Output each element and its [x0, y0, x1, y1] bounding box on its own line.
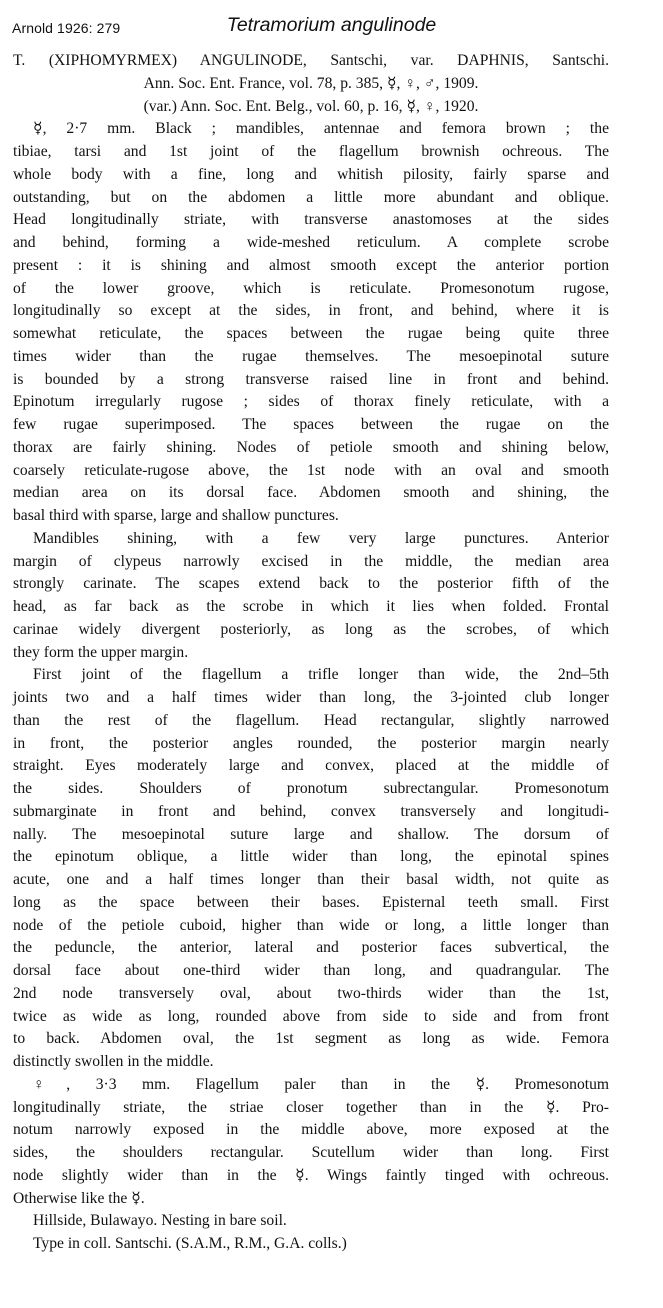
text-line: median area on its dorsal face. Abdomen smooth and shining, the: [13, 484, 609, 502]
paragraph: [13, 664, 609, 1074]
text-line: times wider than the rugae themselves. The mesoepinotal suture: [13, 347, 609, 365]
text-line: longitudinally so except at the sides, in front, and behind, where it is: [13, 302, 609, 320]
text-line: node slightly wider than in the ☿. Wings faintly tinged with ochreous.: [13, 1166, 609, 1184]
text-line: the peduncle, the anterior, lateral and posterior faces subvertical, the: [13, 939, 609, 957]
text-line: sides, the shoulders rectangular. Scutellum wider than long. First: [13, 1144, 609, 1161]
text-line: present : it is shining and almost smooth except the anterior portion: [13, 256, 609, 274]
citation-original: Ann. Soc. Ent. France, vol. 78, p. 385, ☿, ♀, ♂, 1909.: [143, 74, 479, 92]
text-line: the sides. Shoulders of pronotum subrectangular. Promesonotum: [13, 780, 609, 797]
text-line: Head longitudinally striate, with transverse anastomoses at the sides: [13, 211, 609, 229]
text-line: margin of clypeus narrowly excised in the middle, the median area: [13, 552, 609, 570]
text-line: distinctly swollen in the middle.: [13, 1053, 214, 1070]
document-body: [13, 50, 609, 1256]
text-line: is bounded by a strong transverse raised line in front and behind.: [13, 370, 609, 388]
text-line: tibiae, tarsi and 1st joint of the flagellum brownish ochreous. The: [13, 143, 609, 160]
text-line: notum narrowly exposed in the middle above, more exposed at the: [13, 1121, 609, 1139]
citation-variety: (var.) Ann. Soc. Ent. Belg., vol. 60, p. 16, ☿, ♀, 1920.: [143, 97, 479, 115]
text-line: somewhat reticulate, the spaces between the rugae being quite three: [13, 325, 609, 342]
text-line: Otherwise like the ☿.: [13, 1189, 145, 1207]
taxon-heading: T. (XIPHOMYRMEX) ANGULINODE, Santschi, var. DAPHNIS, Santschi.: [13, 52, 609, 69]
text-line: and behind, forming a wide-meshed reticulum. A complete scrobe: [13, 234, 609, 251]
text-line: carinae widely divergent posteriorly, as long as the scrobes, of which: [13, 620, 609, 638]
text-line: the epinotum oblique, a little wider than long, the epinotal spines: [13, 848, 609, 866]
running-title: Tetramorium angulinode: [226, 14, 437, 36]
text-line: strongly carinate. The scapes extend back to the posterior fifth of the: [13, 575, 609, 593]
text-line: coarsely reticulate-rugose above, the 1st node with an oval and smooth: [13, 461, 609, 479]
text-line: Epinotum irregularly rugose ; sides of thorax finely reticulate, with a: [13, 393, 609, 411]
source-reference: Arnold 1926: 279: [12, 20, 121, 36]
paragraph: [13, 528, 609, 665]
text-line: 2nd node transversely oval, about two-thirds wider than the 1st,: [13, 984, 609, 1002]
text-line: thorax are fairly shining. Nodes of petiole smooth and shining below,: [13, 438, 609, 456]
text-line: straight. Eyes moderately large and convex, placed at the middle of: [13, 757, 609, 775]
text-line: ♀, 3·3 mm. Flagellum paler than in the ☿. Promesonotum: [33, 1075, 609, 1093]
text-line: basal third with sparse, large and shallow punctures.: [13, 507, 339, 524]
text-line: Type in coll. Santschi. (S.A.M., R.M., G.A. colls.): [33, 1235, 347, 1252]
text-line: they form the upper margin.: [13, 643, 189, 661]
text-line: in front, the posterior angles rounded, the posterior margin nearly: [13, 734, 609, 752]
text-line: twice as wide as long, rounded above from side to side and from front: [13, 1007, 609, 1025]
text-line: of the lower groove, which is reticulate. Promesonotum rugose,: [13, 279, 609, 297]
paragraph: [13, 1233, 609, 1256]
text-line: node of the petiole cuboid, higher than wide or long, a little longer than: [13, 916, 609, 934]
text-line: ☿, 2·7 mm. Black ; mandibles, antennae and femora brown ; the: [33, 120, 609, 138]
text-line: longitudinally striate, the striae closer together than in the ☿. Pro-: [13, 1098, 609, 1116]
text-line: Hillside, Bulawayo. Nesting in bare soil.: [33, 1212, 287, 1230]
text-line: head, as far back as the scrobe in which it lies when folded. Frontal: [13, 598, 609, 615]
text-line: Mandibles shining, with a few very large punctures. Anterior: [33, 529, 609, 547]
text-line: than the rest of the flagellum. Head rectangular, slightly narrowed: [13, 711, 609, 729]
paragraph: [13, 1210, 609, 1233]
paragraph: [13, 1074, 609, 1211]
text-line: outstanding, but on the abdomen a little more abundant and oblique.: [13, 188, 609, 206]
text-line: to back. Abdomen oval, the 1st segment as long as wide. Femora: [13, 1030, 609, 1048]
text-line: long as the space between their bases. Episternal teeth small. First: [13, 893, 609, 911]
text-line: whole body with a fine, long and whitish pilosity, fairly sparse and: [13, 165, 609, 183]
text-line: submarginate in front and behind, convex transversely and longitudi-: [13, 802, 609, 820]
paragraph: [13, 118, 609, 528]
text-line: nally. The mesoepinotal suture large and shallow. The dorsum of: [13, 825, 609, 843]
description-paragraphs: [13, 118, 609, 1256]
text-line: acute, one and a half times longer than their basal width, not quite as: [13, 871, 609, 888]
text-line: First joint of the flagellum a trifle longer than wide, the 2nd–5th: [33, 666, 609, 684]
text-line: few rugae superimposed. The spaces between the rugae on the: [13, 416, 609, 433]
text-line: dorsal face about one-third wider than long, and quadrangular. The: [13, 962, 609, 979]
text-line: joints two and a half times wider than long, the 3-jointed club longer: [13, 689, 609, 706]
page-header: [12, 14, 651, 42]
